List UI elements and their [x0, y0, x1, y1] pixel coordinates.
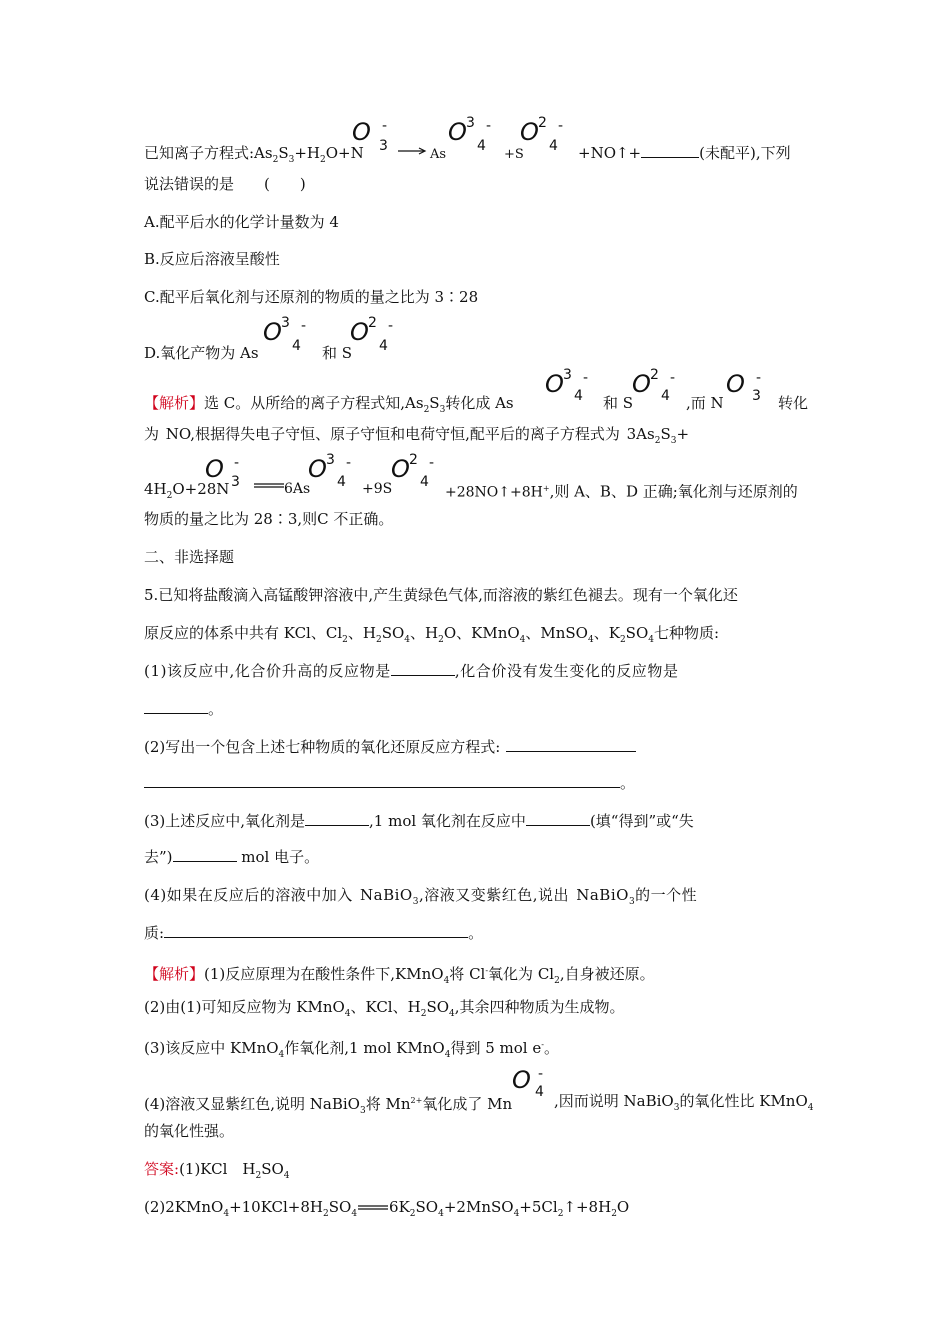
q5-part4: (4)如果在反应后的溶液中加入 NaBiO$_3$,溶液又变紫红色,说出 NaBiO$_3$的一个性: [144, 886, 698, 907]
q4-stem-line1: 已知离子方程式$:As_2S_3+H_2O+N$: [144, 144, 364, 165]
q5-part4-cont: 质: 。: [144, 924, 484, 942]
charge-minus: -: [346, 455, 352, 471]
charge-minus: -: [388, 318, 394, 334]
answer-line1: 答案:(1)KCl $H_2SO_4$: [144, 1160, 290, 1181]
formula-o-glyph: O: [726, 370, 745, 398]
subscript-3: 3: [379, 138, 388, 154]
q5-part2: (2)写出一个包含上述七种物质的氧化还原反应方程式:: [144, 736, 636, 758]
analysis5-line4-end: ,因而说明 NaBiO$_3$的氧化性比 KMnO$_4$: [554, 1092, 814, 1113]
formula-9s: +9S: [362, 481, 393, 497]
subscript-4: 4: [337, 474, 346, 490]
q4-option-b: B.反应后溶液呈酸性: [144, 250, 280, 268]
answer-blank: [144, 773, 620, 788]
formula-o-glyph: O: [632, 370, 651, 398]
analysis4-and-n: ,而 N: [686, 394, 724, 412]
analysis5-line5: 的氧化性强。: [144, 1122, 235, 1140]
option-d-and-s: 和 S: [322, 344, 353, 362]
formula-o-glyph: O: [205, 455, 224, 483]
formula-as: As: [430, 147, 447, 162]
subscript-4: 4: [477, 138, 486, 154]
superscript-2: 2: [538, 115, 547, 131]
analysis5-line1: 【解析】(1)反应原理为在酸性条件下,KMnO$_4$将 Cl-氧化为 $Cl_2$,自身被还原。: [144, 965, 655, 986]
answer-blank: [164, 923, 468, 938]
subscript-4: 4: [535, 1084, 544, 1100]
analysis5-line3: (3)该反应中 KMnO$_4$作氧化剂,1 mol KMnO$_4$得到 5 mol e-。: [144, 1039, 559, 1060]
equals-sign-icon: [254, 482, 284, 490]
analysis4-line1: 【解析】选 C。从所给的离子方程式知$,As_2S_3$转化成 As: [144, 394, 514, 415]
analysis5-line4: (4)溶液又显紫红色,说明 NaBiO$_3$将 $Mn^{2+}$氧化成了 Mn: [144, 1095, 513, 1116]
q5-part1: (1)该反应中,化合价升高的反应物是 ,化合价没有发生变化的反应物是: [144, 662, 679, 680]
formula-o-glyph: O: [520, 118, 539, 146]
formula-o-glyph: O: [391, 455, 410, 483]
analysis4-line4: 物质的量之比为 28∶3,则C 不正确。: [144, 510, 394, 528]
subscript-3: 3: [231, 474, 240, 490]
formula-o-glyph: O: [352, 118, 371, 146]
q4-option-a: A.配平后水的化学计量数为 4: [144, 213, 339, 231]
superscript-3: 3: [326, 452, 335, 468]
charge-minus: -: [756, 370, 762, 386]
charge-minus: -: [558, 118, 564, 134]
answer-blank: [173, 847, 237, 862]
analysis4-line3-start: $4H_2O+28N$: [144, 480, 230, 501]
formula-o-glyph: O: [350, 318, 369, 346]
analysis5-line2: (2)由(1)可知反应物为 KMnO$_4$、KCl、$H_2SO_4$,其余四种物质为生成物。: [144, 998, 625, 1019]
section-heading: 二、非选择题: [144, 548, 235, 566]
subscript-4: 4: [661, 388, 670, 404]
charge-minus: -: [429, 455, 435, 471]
answer-line2: $(2)2KMnO_4+10KCl+8H_2SO_4$ $6K_2SO_4+2MnSO_4+5Cl_2↑+8H_2O$: [144, 1198, 630, 1219]
charge-minus: -: [382, 118, 388, 134]
analysis4-zhuanhua: 转化: [778, 394, 809, 412]
charge-minus: -: [538, 1066, 544, 1082]
answer-blank: [144, 699, 208, 714]
answer-blank: [506, 737, 636, 752]
q5-part3: (3)上述反应中,氧化剂是 ,1 mol 氧化剂在反应中 (填“得到”或“失: [144, 812, 694, 830]
superscript-2: 2: [368, 315, 377, 331]
subscript-4: 4: [379, 338, 388, 354]
answer-blank: [391, 661, 455, 676]
subscript-4: 4: [574, 388, 583, 404]
formula-o-glyph: O: [308, 455, 327, 483]
charge-minus: -: [301, 318, 307, 334]
subscript-4: 4: [420, 474, 429, 490]
subscript-3: 3: [752, 388, 761, 404]
formula-o-glyph: O: [448, 118, 467, 146]
q5-line1: 5.已知将盐酸滴入高锰酸钾溶液中,产生黄绿色气体,而溶液的紫红色褪去。现有一个氧化还: [144, 586, 738, 604]
q4-stem-line2: 说法错误的是 ( ): [144, 175, 306, 193]
charge-minus: -: [670, 370, 676, 386]
answer-blank: [305, 811, 369, 826]
analysis4-line2: 为 NO,根据得失电子守恒、原子守恒和电荷守恒,配平后的离子方程式为 $3As_2S_3+$: [144, 425, 690, 446]
q5-part3-cont: 去”) mol 电子。: [144, 848, 320, 866]
superscript-3: 3: [466, 115, 475, 131]
answer-blank: [641, 143, 699, 158]
superscript-2: 2: [650, 367, 659, 383]
q4-option-d: D.氧化产物为 As: [144, 344, 259, 362]
formula-o-glyph: O: [263, 318, 282, 346]
reaction-arrow-icon: [398, 147, 428, 155]
analysis4-line3-end: +28NO↑+8H+,则 A、B、D 正确;氧化剂与还原剂的: [445, 482, 798, 501]
formula-6as: 6As: [284, 481, 311, 497]
analysis4-and-s: 和 S: [603, 394, 634, 412]
q4-option-c: C.配平后氧化剂与还原剂的物质的量之比为 3∶28: [144, 288, 479, 306]
formula-plus-s: +S: [504, 147, 524, 162]
formula-o-glyph: O: [545, 370, 564, 398]
subscript-4: 4: [549, 138, 558, 154]
q4-stem-line1-end: +NO↑+ (未配平),下列: [578, 144, 791, 162]
q5-part2-cont: 。: [144, 772, 635, 794]
charge-minus: -: [234, 455, 240, 471]
superscript-2: 2: [409, 452, 418, 468]
superscript-3: 3: [281, 315, 290, 331]
formula-o-glyph: O: [512, 1066, 531, 1094]
charge-minus: -: [583, 370, 589, 386]
charge-minus: -: [486, 118, 492, 134]
equals-sign-icon: [358, 1204, 388, 1212]
subscript-4: 4: [292, 338, 301, 354]
q5-line2: 原反应的体系中共有 KCl、$Cl_2$、$H_2SO_4$、$H_2O$、KMnO$_4$、MnSO$_4$、$K_2SO_4$七种物质:: [144, 624, 720, 645]
q5-part1-cont: 。: [144, 698, 223, 720]
superscript-3: 3: [563, 367, 572, 383]
answer-blank: [526, 811, 590, 826]
